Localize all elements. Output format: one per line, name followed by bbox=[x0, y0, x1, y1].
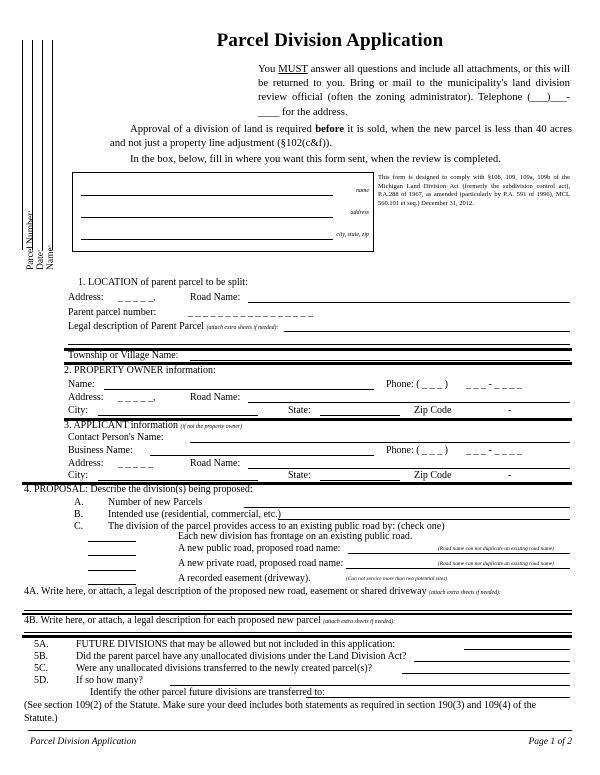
intro3-text: In the box, below, fill in where you want this form sent, when the review is completed. bbox=[130, 153, 501, 165]
s1-address-label: Address: bbox=[68, 292, 104, 303]
s5d-text: If so how many? bbox=[76, 675, 143, 686]
s1-parent-parcel-blanks[interactable]: _ _ _ _ _ _ _ _ _ _ _ _ _ _ _ _ _ bbox=[188, 307, 313, 318]
s3-state-input[interactable] bbox=[320, 480, 400, 481]
s3-heading-text: 3. APPLICANT information bbox=[64, 420, 178, 431]
s1-township-label: Township or Village Name: bbox=[68, 350, 179, 361]
s1-legal-desc-input[interactable] bbox=[284, 331, 570, 332]
s2-address-label: Address: bbox=[68, 392, 104, 403]
addr-caption-city: city, state, zip bbox=[336, 232, 369, 238]
s4b-input-1[interactable] bbox=[24, 632, 572, 633]
s3-business-input[interactable] bbox=[150, 455, 374, 456]
s3-road-name-input[interactable] bbox=[248, 468, 570, 469]
s3-city-input[interactable] bbox=[98, 480, 258, 481]
addr-line-address[interactable] bbox=[81, 217, 333, 218]
s1-parent-parcel-label: Parent parcel number: bbox=[68, 307, 157, 318]
divider-6 bbox=[22, 635, 572, 638]
s1-legal-desc-text: Legal description of Parent Parcel bbox=[68, 321, 205, 332]
s2-phone-blanks[interactable]: _ _ _ - _ _ _ _ bbox=[466, 379, 522, 390]
s5-transfer-input[interactable] bbox=[306, 697, 570, 698]
s3-contact-input[interactable] bbox=[190, 442, 570, 443]
s4-item-b-text: Intended use (residential, commercial, etc.) bbox=[108, 509, 281, 520]
s4-c-option-1-text: Each new division has frontage on an existing public road. bbox=[178, 531, 413, 542]
s3-business-label: Business Name: bbox=[68, 445, 133, 456]
s3-phone-label: Phone: ( _ _ _ ) bbox=[386, 445, 448, 456]
s5-transfer-label: Identify the other parcel future divisions are transferred to: bbox=[90, 687, 325, 698]
s4-c-option-3-check[interactable] bbox=[88, 570, 136, 571]
s5c-letter: 5C. bbox=[34, 663, 49, 674]
s4a-text bbox=[24, 586, 501, 597]
intro-paragraph-2 bbox=[110, 122, 572, 151]
mailing-address-box[interactable] bbox=[72, 172, 374, 252]
s4a-input-1[interactable] bbox=[24, 610, 572, 611]
s4-c-option-2-text: A new public road, proposed road name: bbox=[178, 543, 341, 554]
s1-legal-desc-note: (attach extra sheets if needed): bbox=[206, 325, 279, 331]
s5a-input[interactable] bbox=[464, 649, 570, 650]
s3-phone-blanks[interactable]: _ _ _ - _ _ _ _ bbox=[466, 445, 522, 456]
s5d-input[interactable] bbox=[170, 685, 570, 686]
addr-line-name[interactable] bbox=[81, 195, 333, 196]
intro-paragraph-3 bbox=[110, 152, 572, 166]
label-parcel-number: Parcel Number: bbox=[26, 210, 36, 270]
footer-right: Page 1 of 2 bbox=[528, 737, 572, 747]
intro1-post: answer all questions and include all attachments, or this will be returned to you. Bring or mail to the municipality's land division review official (often the zoning administrator). Telephone (___)___-____ for the address. bbox=[258, 63, 570, 118]
vertical-divider-3 bbox=[42, 40, 43, 250]
s4-item-b-input[interactable] bbox=[278, 519, 570, 520]
s4-item-a-letter: A. bbox=[74, 497, 84, 508]
section-3-heading bbox=[64, 420, 242, 431]
addr-caption-name: name bbox=[356, 188, 369, 194]
s1-legal-desc-input-2[interactable] bbox=[68, 344, 570, 345]
s4-c-option-3-note: (Road name can not duplicate an existing road name) bbox=[438, 561, 554, 567]
s2-address-blanks[interactable]: _ _ _ _ _, bbox=[118, 392, 156, 403]
s4a-label: 4A. Write here, or attach, a legal description of the proposed new road, easement or shared driveway bbox=[24, 586, 427, 597]
s1-legal-desc-label bbox=[68, 321, 278, 332]
s3-road-name-label: Road Name: bbox=[190, 458, 241, 469]
page-title: Parcel Division Application bbox=[216, 30, 444, 51]
s2-zip-dash[interactable]: - bbox=[508, 405, 512, 416]
s2-phone-label: Phone: ( _ _ _ ) bbox=[386, 379, 448, 390]
s3-state-label: State: bbox=[288, 470, 311, 481]
s3-address-blanks[interactable]: _ _ _ _ _ bbox=[118, 458, 153, 469]
label-date: Date: bbox=[36, 249, 46, 270]
s4a-note: (attach extra sheets if needed): bbox=[429, 590, 501, 596]
s4-c-option-2-note: (Road name can not duplicate an existing road name) bbox=[438, 546, 554, 552]
s4b-note: (attach extra sheets if needed): bbox=[323, 619, 396, 625]
s2-city-label: City: bbox=[68, 405, 89, 416]
section-1-heading: 1. LOCATION of parent parcel to be split: bbox=[78, 277, 248, 288]
intro1-pre: You bbox=[258, 63, 279, 75]
s4-c-option-4-text: A recorded easement (driveway). bbox=[178, 573, 311, 584]
intro-paragraph-1 bbox=[258, 62, 570, 119]
s4-c-option-4-check[interactable] bbox=[88, 584, 136, 585]
intro2-pre: Approval of a division of land is required bbox=[130, 123, 316, 135]
section-4-heading: 4. PROPOSAL: Describe the division(s) being proposed: bbox=[24, 484, 253, 495]
s4-c-option-4-note: (Can not service more than two potential sites) bbox=[346, 576, 448, 582]
footer-rule bbox=[28, 730, 572, 731]
s4b-text bbox=[24, 615, 395, 626]
s2-state-input[interactable] bbox=[320, 415, 400, 416]
label-name: Name: bbox=[46, 244, 56, 270]
section-2-heading: 2. PROPERTY OWNER information: bbox=[64, 365, 216, 376]
s1-address-blanks[interactable]: _ _ _ _ _, bbox=[118, 292, 156, 303]
s4-c-option-2-input[interactable] bbox=[348, 553, 570, 554]
s4-c-option-1-check[interactable] bbox=[88, 541, 136, 542]
s5b-input[interactable] bbox=[414, 661, 570, 662]
statute-note: This form is designed to comply with §108, 109, 109a, 109b of the Michigan Land Division Act (formerly the subdivision control act), P.A.288 of 1967, as amended (particularly by P.A. 591 of 1996), MCL 560.101 et seq.) December 31, 2012. bbox=[378, 174, 570, 207]
intro1-must: MUST bbox=[278, 63, 308, 75]
left-vertical-labels bbox=[18, 20, 66, 270]
s4-item-c-text: The division of the parcel provides access to an existing public road by: (check one) bbox=[108, 521, 445, 532]
s5a-letter: 5A. bbox=[34, 639, 49, 650]
intro2-before: before bbox=[315, 123, 345, 135]
s5d-letter: 5D. bbox=[34, 675, 49, 686]
s5b-text: Did the parent parcel have any unallocated divisions under the Land Division Act? bbox=[76, 651, 407, 662]
s4-c-option-3-text: A new private road, proposed road name: bbox=[178, 558, 344, 569]
s1-road-name-label: Road Name: bbox=[190, 292, 241, 303]
s3-address-label: Address: bbox=[68, 458, 104, 469]
s2-city-input[interactable] bbox=[98, 415, 258, 416]
s3-zip-label: Zip Code bbox=[414, 470, 452, 481]
footer-left: Parcel Division Application bbox=[30, 737, 137, 747]
s2-state-label: State: bbox=[288, 405, 311, 416]
s4-item-c-letter: C. bbox=[74, 521, 84, 532]
s4-c-option-2-check[interactable] bbox=[88, 555, 136, 556]
s4-item-a-input[interactable] bbox=[244, 507, 570, 508]
s5c-input[interactable] bbox=[402, 673, 570, 674]
s3-heading-note: (if not the property owner) bbox=[180, 424, 243, 430]
intro2-post: it is sold, when the new parcel is less than 40 acres and not just a property line adjustment (§102(c&f)). bbox=[110, 123, 572, 150]
vertical-divider-1 bbox=[22, 40, 23, 250]
s2-road-name-input[interactable] bbox=[248, 402, 570, 403]
s5a-text: FUTURE DIVISIONS that may be allowed but not included in this application: bbox=[76, 639, 396, 650]
s3-zip-dash[interactable]: - bbox=[508, 470, 512, 481]
s5b-letter: 5B. bbox=[34, 651, 49, 662]
s5c-text: Were any unallocated divisions transferred to the newly created parcel(s)? bbox=[76, 663, 373, 674]
addr-caption-address: address bbox=[350, 210, 369, 216]
s2-road-name-label: Road Name: bbox=[190, 392, 241, 403]
s2-name-label: Name: bbox=[68, 379, 95, 390]
s4-item-a-text: Number of new Parcels bbox=[108, 497, 203, 508]
s3-city-label: City: bbox=[68, 470, 89, 481]
addr-line-city[interactable] bbox=[81, 239, 333, 240]
s2-name-input[interactable] bbox=[104, 389, 374, 390]
s4b-label: 4B. Write here, or attach, a legal description for each proposed new parcel bbox=[24, 615, 321, 626]
s2-zip-label: Zip Code bbox=[414, 405, 452, 416]
vertical-divider-4 bbox=[52, 40, 53, 250]
s5-statute-note: (See section 109(2) of the Statute. Make sure your deed includes both statements as required in section 190(3) and 109(4) of the Statute.) bbox=[24, 700, 537, 724]
s4-c-option-3-input[interactable] bbox=[346, 568, 570, 569]
s1-road-name-input[interactable] bbox=[248, 302, 570, 303]
s3-contact-label: Contact Person's Name: bbox=[68, 432, 164, 443]
s1-township-input[interactable] bbox=[190, 360, 570, 361]
s4-item-b-letter: B. bbox=[74, 509, 84, 520]
